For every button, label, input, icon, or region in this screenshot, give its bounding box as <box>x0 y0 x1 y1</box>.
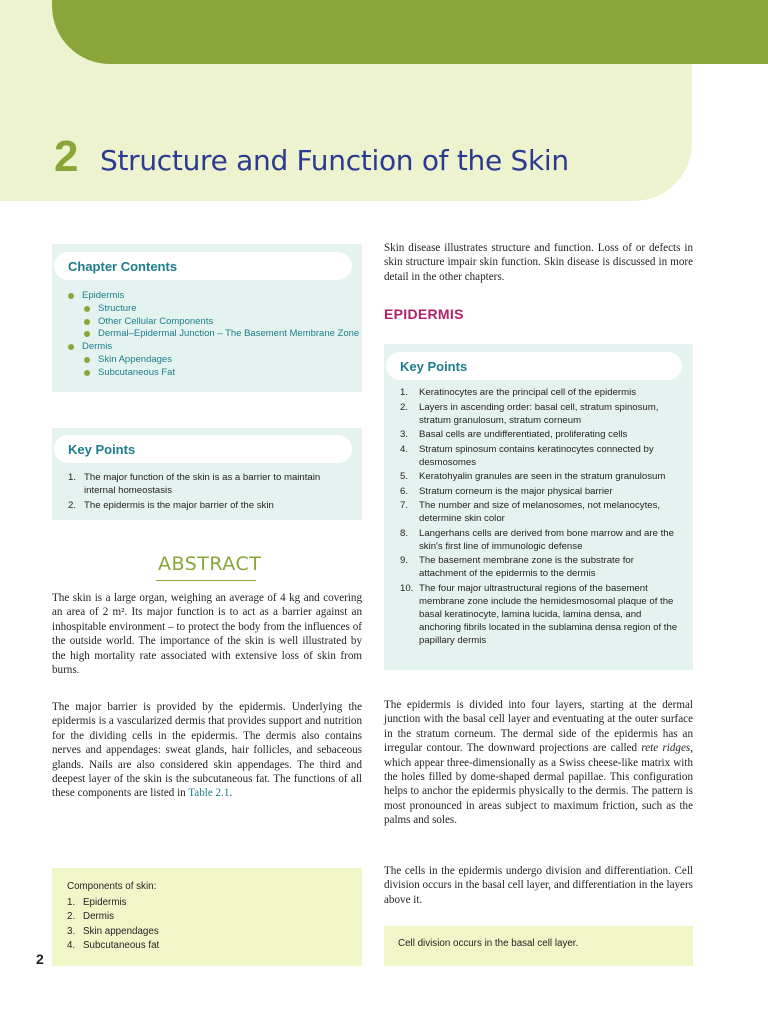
list-item <box>400 386 679 399</box>
key-points-list-left <box>68 471 348 513</box>
list-item <box>67 910 159 924</box>
callout-text: Cell division occurs in the basal cell layer. <box>398 938 579 949</box>
chapter-contents-item[interactable]: Dermis <box>68 341 359 354</box>
page-number: 2 <box>36 951 44 967</box>
list-item <box>400 428 679 441</box>
list-item <box>400 401 679 427</box>
list-item-text: Stratum corneum is the major physical barrier <box>419 485 613 497</box>
list-item-number: 4. <box>67 939 76 951</box>
chapter-contents-item[interactable]: Dermal–Epidermal Junction – The Basement Membrane Zone <box>84 328 359 341</box>
rete-ridges-term: rete ridges <box>641 742 691 755</box>
key-points-heading-right: Key Points <box>386 352 682 380</box>
list-item-number: 3. <box>67 925 76 937</box>
chapter-number: 2 <box>54 132 79 181</box>
list-item-number: 9. <box>400 555 409 566</box>
list-item <box>68 499 348 512</box>
list-item-number: 2. <box>68 499 77 511</box>
list-item <box>400 443 679 469</box>
chapter-contents-item[interactable]: Epidermis <box>68 290 359 303</box>
list-item-text: Langerhans cells are derived from bone marrow and are the skin's first line of immunologic defense <box>419 527 674 552</box>
list-item-number: 3. <box>400 429 409 440</box>
list-item-number: 1. <box>67 897 76 908</box>
key-points-heading-left: Key Points <box>54 435 352 463</box>
list-item-text: Dermis <box>83 911 115 923</box>
right-intro-paragraph: Skin disease illustrates structure and function. Loss of or defects in skin structure impair skin function. Skin disease is discussed in more detail in the other chapters. <box>384 242 693 283</box>
list-item-text: Keratinocytes are the principal cell of the epidermis <box>419 387 637 398</box>
list-item <box>400 485 679 498</box>
list-item-text: Basal cells are undifferentiated, proliferating cells <box>419 429 628 440</box>
list-item-text: The major function of the skin is as a barrier to maintain internal homeostasis <box>84 472 321 496</box>
list-item-text: Subcutaneous fat <box>83 939 160 951</box>
list-item-text: The basement membrane zone is the substrate for attachment of the epidermis to the dermis <box>419 555 634 579</box>
list-item-number: 6. <box>400 485 409 497</box>
list-item-text: Epidermis <box>83 897 127 908</box>
epidermis-paragraph-1-b: , which appear three-dimensionally as a Swiss cheese-like matrix with the holes filled by dome-shaped dermal papillae. This configuration helps to anchor the epidermis physically to the dermis. The pattern is most pronounced in areas subject to maximum friction, such as the palms and soles. <box>384 742 694 827</box>
abstract-paragraph-1: The skin is a large organ, weighing an average of 4 kg and covering an area of 2 m². Its major function is to act as a barrier against an inhospitable environment – to protect the body from the influences of the outside world. The importance of the skin is well illustrated by the high mortality rate associated with extensive loss of skin from burns. <box>52 592 362 677</box>
chapter-contents-item[interactable]: Subcutaneous Fat <box>84 367 359 380</box>
abstract-underline <box>156 580 256 581</box>
list-item-text: Skin appendages <box>83 925 159 937</box>
list-item-text: Layers in ascending order: basal cell, stratum spinosum, stratum granulosum, stratum corneum <box>419 401 659 426</box>
list-item-text: The number and size of melanosomes, not melanocytes, determine skin color <box>419 500 661 524</box>
abstract-paragraph-2 <box>52 700 362 801</box>
header-band-dark <box>52 0 768 64</box>
list-item-text: Stratum spinosum contains keratinocytes connected by desmosomes <box>419 443 654 468</box>
epidermis-paragraph-1-a: The epidermis is divided into four layers, starting at the dermal junction with the basal cell layer and eventuating at the outer surface in the stratum corneum. The dermal side of the epidermis has an irregular contour. The downward projections are called <box>384 699 693 755</box>
list-item-number: 5. <box>400 471 409 482</box>
chapter-contents-heading: Chapter Contents <box>54 252 352 280</box>
list-item <box>400 582 679 647</box>
epidermis-paragraph-2: The cells in the epidermis undergo division and differentiation. Cell division occurs in the basal cell layer, and differentiation in the layers above it. <box>384 865 693 906</box>
list-item-number: 1. <box>68 472 77 483</box>
list-item <box>67 939 159 953</box>
chapter-contents-item[interactable]: Other Cellular Components <box>84 316 359 329</box>
chapter-contents-item[interactable]: Skin Appendages <box>84 354 359 367</box>
epidermis-heading: EPIDERMIS <box>384 306 464 322</box>
list-item-number: 7. <box>400 500 409 511</box>
chapter-title: Structure and Function of the Skin <box>100 144 569 177</box>
list-item <box>400 554 679 580</box>
list-item-number: 4. <box>400 443 409 455</box>
list-item-number: 10. <box>400 582 414 594</box>
list-item-number: 2. <box>67 911 76 923</box>
list-item <box>67 896 159 910</box>
epidermis-paragraph-1 <box>384 698 693 828</box>
chapter-contents-list <box>68 290 359 380</box>
list-item <box>67 925 159 939</box>
abstract-title: ABSTRACT <box>158 553 262 575</box>
list-item <box>400 527 679 553</box>
list-item <box>400 470 679 483</box>
list-item-text: The epidermis is the major barrier of the skin <box>84 499 274 511</box>
list-item-text: Keratohyalin granules are seen in the stratum granulosum <box>419 471 666 482</box>
abstract-paragraph-2-text: The major barrier is provided by the epidermis. Underlying the epidermis is a vascularized dermis that provides support and nutrition for the dividing cells in the epidermis. The dermis also contains nerves and appendages: sweat glands, hair follicles, and sebaceous glands. Nails are also considered skin appendages. The third and deepest layer of the skin is the subcutaneous fat. The functions of all these components are listed in <box>52 701 362 800</box>
table-2-1-link[interactable]: Table 2.1 <box>188 787 230 800</box>
key-points-list-right <box>400 386 679 648</box>
components-list <box>67 896 159 953</box>
list-item <box>400 499 679 525</box>
components-title: Components of skin: <box>67 881 157 892</box>
list-item-number: 1. <box>400 387 409 398</box>
list-item <box>68 471 348 497</box>
list-item-text: The four major ultrastructural regions of the basement membrane zone include the hemidesmosomal plaque of the basal keratinocyte, lamina lucida, lamina densa, and anchoring fibrils located in the sublamina densa region of the papillary dermis <box>419 582 678 646</box>
abstract-paragraph-2-end: . <box>229 787 233 800</box>
list-item-number: 8. <box>400 527 409 539</box>
chapter-contents-item[interactable]: Structure <box>84 303 359 316</box>
list-item-number: 2. <box>400 401 409 413</box>
